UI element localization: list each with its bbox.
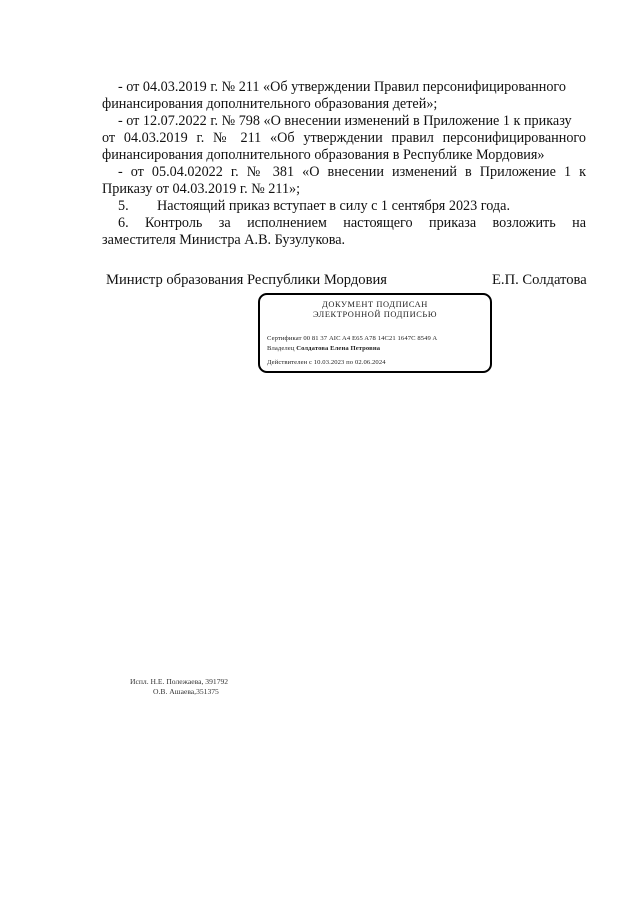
body-line-2: финансирования дополнительного образования детей»; [102,96,438,112]
body-line-1: - от 04.03.2019 г. № 211 «Об утверждении Правил персонифицированного [118,79,566,95]
stamp-certificate: Сертификат 00 81 37 AIC A4 E65 A78 14C21 1647C 8549 A [267,335,438,342]
signature-name: Е.П. Солдатова [492,272,587,288]
stamp-validity: Действителен с 10.03.2023 по 02.06.2024 [267,359,386,366]
executor-line-2: О.В. Ашаева,351375 [153,687,219,696]
stamp-owner-label: Владелец [267,345,295,352]
electronic-signature-stamp [258,293,492,373]
body-line-9: 6. Контроль за исполнением настоящего приказа возложить на [118,215,586,231]
body-line-3: - от 12.07.2022 г. № 798 «О внесении изменений в Приложение 1 к приказу [118,113,572,129]
signature-position: Министр образования Республики Мордовия [106,272,388,288]
executor-line-1: Испл. Н.Е. Полежаева, 391792 [130,677,229,686]
stamp-title-line-2: ЭЛЕКТРОННОЙ ПОДПИСЬЮ [312,310,438,319]
body-line-4: от 04.03.2019 г. № 211 «Об утверждении правил персонифицированного [102,130,586,146]
body-line-7: Приказу от 04.03.2019 г. № 211»; [102,181,301,197]
stamp-title-line-1: ДОКУМЕНТ ПОДПИСАН [322,300,428,309]
stamp-owner-name: Солдатова Елена Петровна [296,345,381,352]
body-line-6: - от 05.04.02022 г. № 381 «О внесении изменений в Приложение 1 к [118,164,586,180]
body-line-5: финансирования дополнительного образования в Республике Мордовия» [102,147,545,163]
body-line-8: 5. Настоящий приказ вступает в силу с 1 сентября 2023 года. [118,198,510,214]
stamp-owner [267,345,489,353]
body-line-10: заместителя Министра А.В. Бузулукова. [102,232,346,248]
